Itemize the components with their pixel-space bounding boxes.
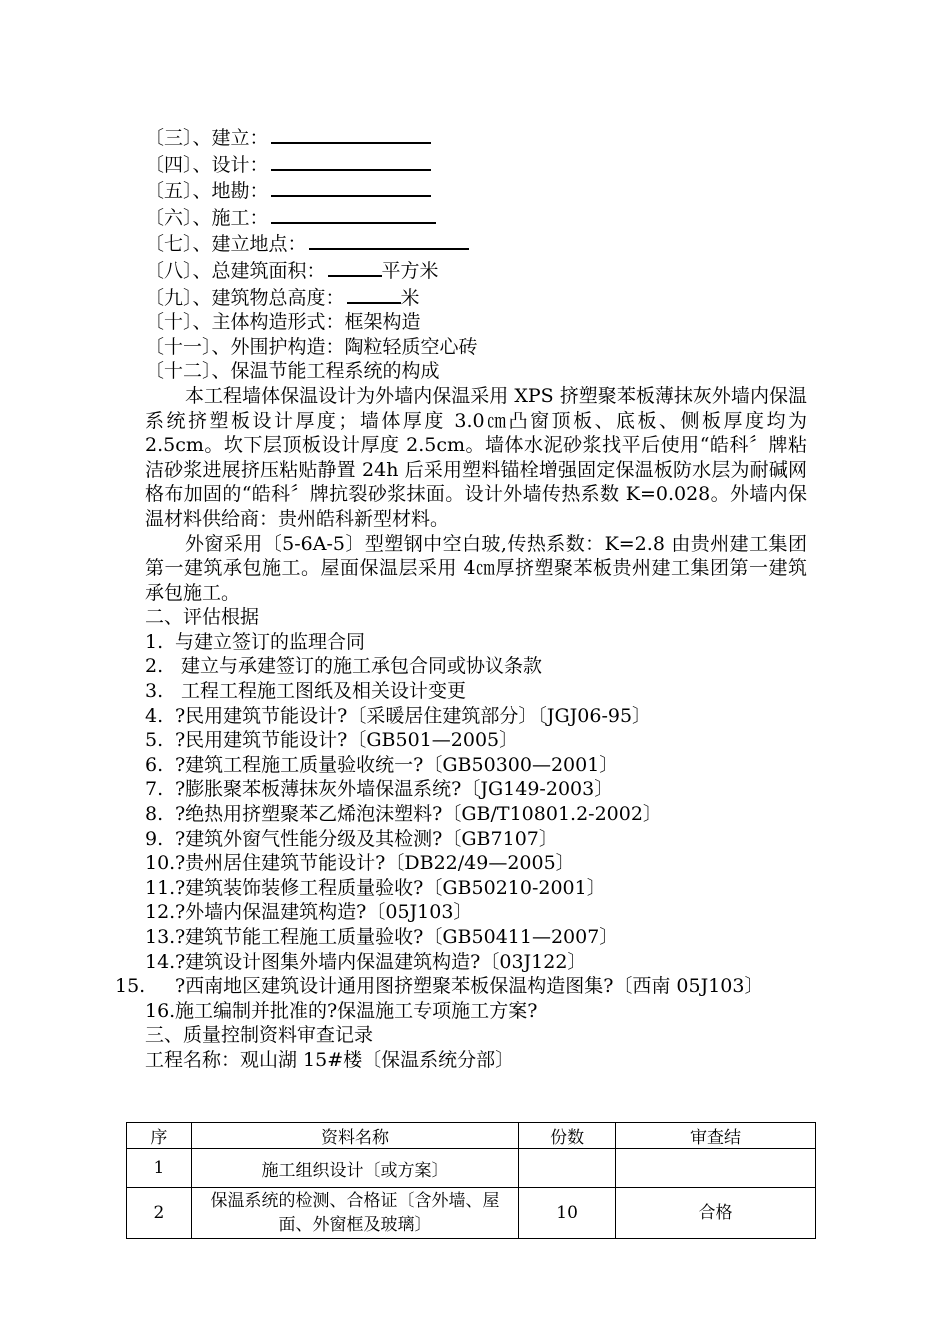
info-item-design (145, 151, 807, 178)
info-item-total-height (145, 284, 807, 311)
info-item-location (145, 230, 807, 257)
unit-label: 平方米 (381, 259, 439, 282)
reference-item: 1. 与建立签订的监理合同 (145, 630, 366, 653)
cell-seq: 2 (127, 1188, 192, 1239)
reference-item: 16.施工编制并批准的?保温施工专项施工方案? (145, 999, 538, 1022)
fill-in-blank (309, 230, 469, 250)
info-item-construction (145, 124, 807, 151)
cell-count (519, 1149, 616, 1188)
reference-item: 14.?建筑设计图集外墙内保温建筑构造?〔03J122〕 (145, 950, 587, 973)
section-heading-evaluation-basis: 二、评估根据 (145, 606, 260, 629)
cell-result (615, 1149, 815, 1188)
column-header-doc-name: 资料名称 (191, 1123, 518, 1149)
window-roof-paragraph: 外窗采用〔5-6A-5〕型塑钢中空白玻,传热系数：K=2.8 由贵州建工集团第一建筑承包施工。屋面保温层采用 4㎝厚挤塑聚苯板贵州建工集团第一建筑承包施工。 (145, 532, 807, 604)
info-item-survey (145, 177, 807, 204)
reference-item: 5. ?民用建筑节能设计?〔GB501—2005〕 (145, 729, 519, 752)
reference-item: 2. 建立与承建签订的施工承包合同或协议条款 (145, 655, 543, 678)
insulation-description-paragraph: 本工程墙体保温设计为外墙内保温采用 XPS 挤塑聚苯板薄抹灰外墙内保温系统挤塑板设计厚度；墙体厚度 3.0㎝凸窗顶板、底板、侧板厚度均为 2.5cm。坎下层顶板设计厚度 2.5cm。墙体水泥砂浆找平后使用“皓科〞牌粘洁砂浆进展挤压粘贴静置 24h 后采用塑料锚栓增强固定保温板防水层为耐碱网格布加固的“皓科〞牌抗裂砂浆抹面。设计外墙传热系数 K=0.028。外墙内保温材料供给商：贵州皓科新型材料。 (145, 384, 807, 530)
info-label: 〔七〕、建立地点： (145, 233, 307, 256)
fill-in-blank (271, 177, 431, 197)
reference-item: 3. 工程工程施工图纸及相关设计变更 (145, 680, 467, 703)
info-label: 〔三〕、建立： (145, 127, 269, 149)
fill-in-blank (271, 124, 431, 144)
reference-item: 13.?建筑节能工程施工质量验收?〔GB50411—2007〕 (145, 926, 619, 948)
reference-item: 12.?外墙内保温建筑构造?〔05J103〕 (145, 901, 473, 924)
fill-in-blank (271, 151, 431, 171)
unit-label: 米 (400, 286, 420, 309)
reference-item: 9. ?建筑外窗气性能分级及其检测?〔GB7107〕 (145, 827, 558, 850)
cell-result: 合格 (615, 1188, 815, 1239)
cell-count: 10 (519, 1188, 616, 1239)
info-item-contractor (145, 204, 807, 231)
table-row (127, 1188, 816, 1239)
table-row (127, 1149, 816, 1188)
reference-item: 15. ?西南地区建筑设计通用图挤塑聚苯板保温构造图集?〔西南 05J103〕 (115, 975, 764, 998)
fill-in-blank (271, 204, 436, 224)
reference-item: 4. ?民用建筑节能设计?〔采暖居住建筑部分〕〔JGJ06-95〕 (145, 704, 652, 727)
cell-doc-name: 保温系统的检测、合格证〔含外墙、屋面、外窗框及玻璃〕 (191, 1188, 518, 1239)
table-header-row (127, 1123, 816, 1149)
cell-seq: 1 (127, 1149, 192, 1188)
reference-item: 8. ?绝热用挤塑聚苯乙烯泡沫塑料?〔GB/T10801.2-2002〕 (145, 803, 662, 826)
info-label: 〔八〕、总建筑面积： (145, 259, 326, 282)
cell-doc-name: 施工组织设计〔或方案〕 (191, 1149, 518, 1188)
insulation-system-heading: 〔十二〕、保温节能工程系统的构成 (145, 360, 440, 383)
section-heading-quality-records: 三、质量控制资料审查记录 (145, 1024, 374, 1047)
enclosure-structure: 〔十一〕、外围护构造：陶粒轻质空心砖 (145, 335, 478, 358)
structure-type: 〔十〕、主体构造形式：框架构造 (145, 311, 421, 334)
reference-item: 11.?建筑装饰装修工程质量验收?〔GB50210-2001〕 (145, 876, 606, 899)
project-name: 工程名称：观山湖 15#楼〔保温系统分部〕 (145, 1048, 515, 1071)
fill-in-blank (328, 257, 382, 277)
document-body (115, 124, 807, 1073)
info-label: 〔六〕、施工： (145, 206, 269, 229)
fill-in-blank (347, 284, 401, 304)
column-header-count: 份数 (519, 1123, 616, 1149)
reference-item: 6. ?建筑工程施工质量验收统一?〔GB50300—2001〕 (145, 753, 619, 776)
info-label: 〔九〕、建筑物总高度： (145, 286, 345, 309)
info-label: 〔四〕、设计： (145, 153, 269, 176)
info-label: 〔五〕、地勘： (145, 180, 269, 203)
column-header-result: 审查结 (615, 1123, 815, 1149)
quality-records-table (126, 1122, 816, 1239)
info-item-total-area (145, 257, 807, 284)
reference-item: 7. ?膨胀聚苯板薄抹灰外墙保温系统?〔JG149-2003〕 (145, 778, 614, 801)
reference-item: 10.?贵州居住建筑节能设计?〔DB22/49—2005〕 (145, 852, 575, 875)
column-header-seq: 序 (127, 1123, 192, 1149)
